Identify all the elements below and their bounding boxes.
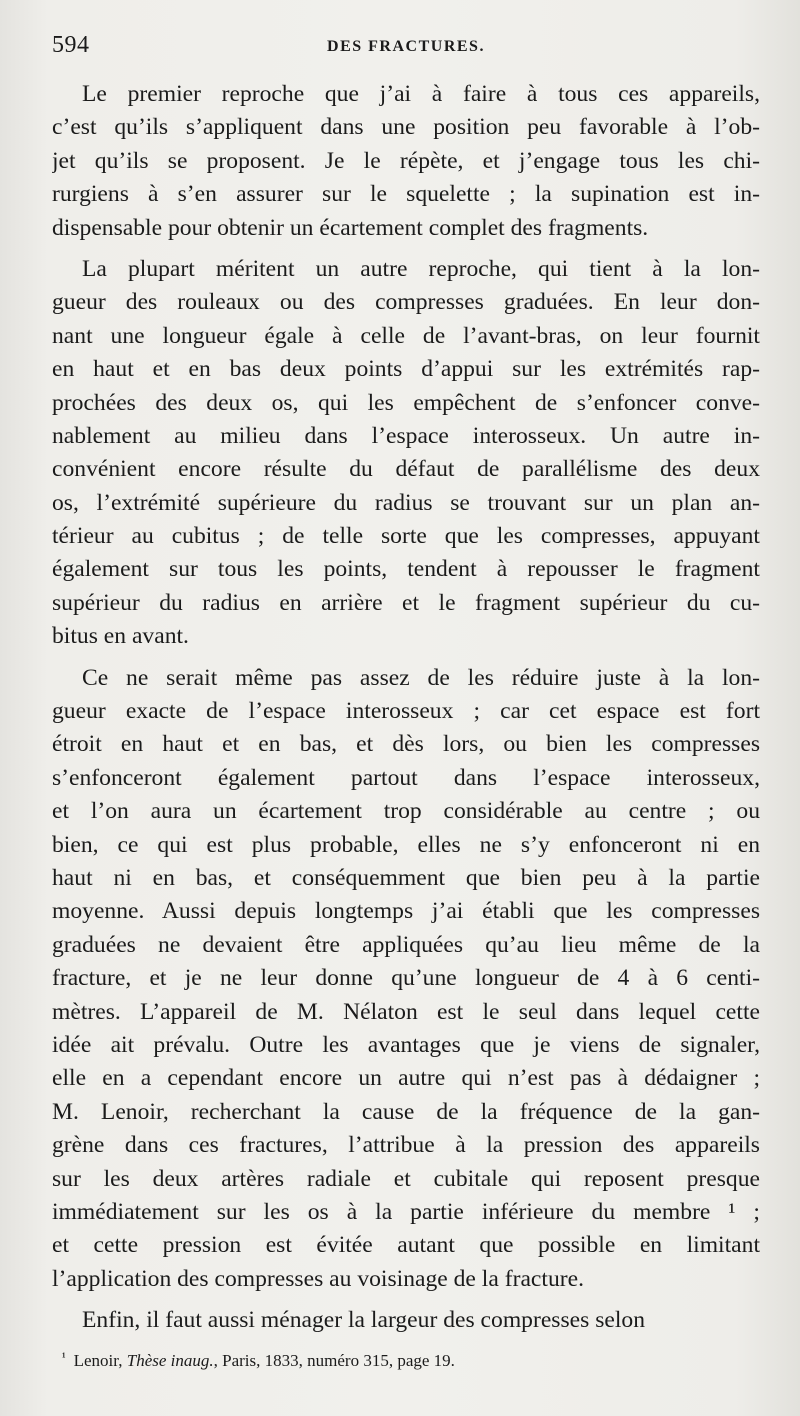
- text-line: jet qu’ils se proposent. Je le répète, et j’engage tous les chi-: [52, 147, 760, 174]
- text-line: bitus en avant.: [52, 623, 189, 650]
- text-line: convénient encore résulte du défaut de parallélisme des deux: [52, 456, 760, 483]
- text-line: et l’on aura un écartement trop considérable au centre ; ou: [52, 798, 760, 825]
- footnote-rest: , Paris, 1833, numéro 315, page 19.: [213, 1351, 455, 1370]
- text-line: grène dans ces fractures, l’attribue à la pression des appareils: [52, 1132, 760, 1159]
- paragraph: [52, 662, 760, 1296]
- text-line: Le premier reproche que j’ai à faire à tous ces appareils,: [82, 81, 760, 107]
- text-line: térieur au cubitus ; de telle sorte que les compresses, appuyant: [52, 523, 760, 550]
- text-line: nablement au milieu dans l’espace interosseux. Un autre in-: [52, 422, 760, 449]
- text-line: gueur exacte de l’espace interosseux ; car cet espace est fort: [52, 698, 760, 725]
- text-line: rurgiens à s’en assurer sur le squelette ; la supination est in-: [52, 181, 760, 208]
- text-line: étroit en haut et en bas, et dès lors, ou bien les compresses: [52, 731, 760, 758]
- text-line: bien, ce qui est plus probable, elles ne s’y enfonceront ni en: [52, 831, 760, 858]
- footnote-author: Lenoir,: [73, 1351, 123, 1370]
- text-line: gueur des rouleaux ou des compresses graduées. En leur don-: [52, 289, 760, 316]
- paragraph-gap: [52, 245, 760, 253]
- text-line: moyenne. Aussi depuis longtemps j’ai établi que les compresses: [52, 898, 760, 925]
- text-line: sur les deux artères radiale et cubitale qui reposent presque: [52, 1165, 760, 1192]
- footnote-title: Thèse inaug.: [126, 1351, 214, 1370]
- paragraph: [52, 253, 760, 654]
- text-line: idée ait prévalu. Outre les avantages que je viens de signaler,: [52, 1031, 760, 1058]
- text-line: haut ni en bas, et conséquemment que bien peu à la partie: [52, 864, 760, 891]
- footnote: [62, 1350, 762, 1371]
- running-head: DES FRACTURES.: [327, 38, 485, 55]
- text-line: nant une longueur égale à celle de l’avant-bras, on leur fournit: [52, 322, 760, 349]
- text-line: l’application des compresses au voisinage de la fracture.: [52, 1265, 584, 1292]
- text-line: immédiatement sur les os à la partie inférieure du membre ¹ ;: [52, 1198, 760, 1225]
- paragraph: [52, 78, 760, 245]
- body-text: [52, 78, 760, 1337]
- paragraph-gap: [52, 1296, 760, 1304]
- text-line: M. Lenoir, recherchant la cause de la fréquence de la gan-: [52, 1098, 760, 1125]
- text-line: supérieur du radius en arrière et le fragment supérieur du cu-: [52, 589, 760, 616]
- page-header: [52, 30, 760, 62]
- text-line: également sur tous les points, tendent à repousser le fragment: [52, 556, 760, 583]
- text-line: os, l’extrémité supérieure du radius se trouvant sur un plan an-: [52, 489, 760, 516]
- text-line: Ce ne serait même pas assez de les réduire juste à la lon-: [82, 664, 760, 691]
- text-line: dispensable pour obtenir un écartement complet des fragments.: [52, 214, 649, 241]
- paragraph-gap: [52, 654, 760, 662]
- text-line: s’enfonceront également partout dans l’espace interosseux,: [52, 764, 760, 791]
- text-line: en haut et en bas deux points d’appui sur les extrémités rap-: [52, 356, 760, 383]
- text-line: fracture, et je ne leur donne qu’une longueur de 4 à 6 centi-: [52, 965, 760, 992]
- text-line: graduées ne devaient être appliquées qu’au lieu même de la: [52, 931, 760, 958]
- page-number: 594: [52, 32, 90, 58]
- paragraph: [52, 1304, 760, 1337]
- text-line: prochées des deux os, qui les empêchent de s’enfoncer conve-: [52, 389, 760, 416]
- text-line: elle en a cependant encore un autre qui n’est pas à dédaigner ;: [52, 1065, 760, 1092]
- text-line: mètres. L’appareil de M. Nélaton est le seul dans lequel cette: [52, 998, 760, 1025]
- text-line: et cette pression est évitée autant que possible en limitant: [52, 1232, 760, 1259]
- text-line: La plupart méritent un autre reproche, qui tient à la lon-: [82, 255, 760, 282]
- text-line: Enfin, il faut aussi ménager la largeur des compresses selon: [82, 1307, 646, 1334]
- text-line: c’est qu’ils s’appliquent dans une position peu favorable à l’ob-: [52, 114, 760, 141]
- footnote-marker: ¹: [62, 1350, 66, 1364]
